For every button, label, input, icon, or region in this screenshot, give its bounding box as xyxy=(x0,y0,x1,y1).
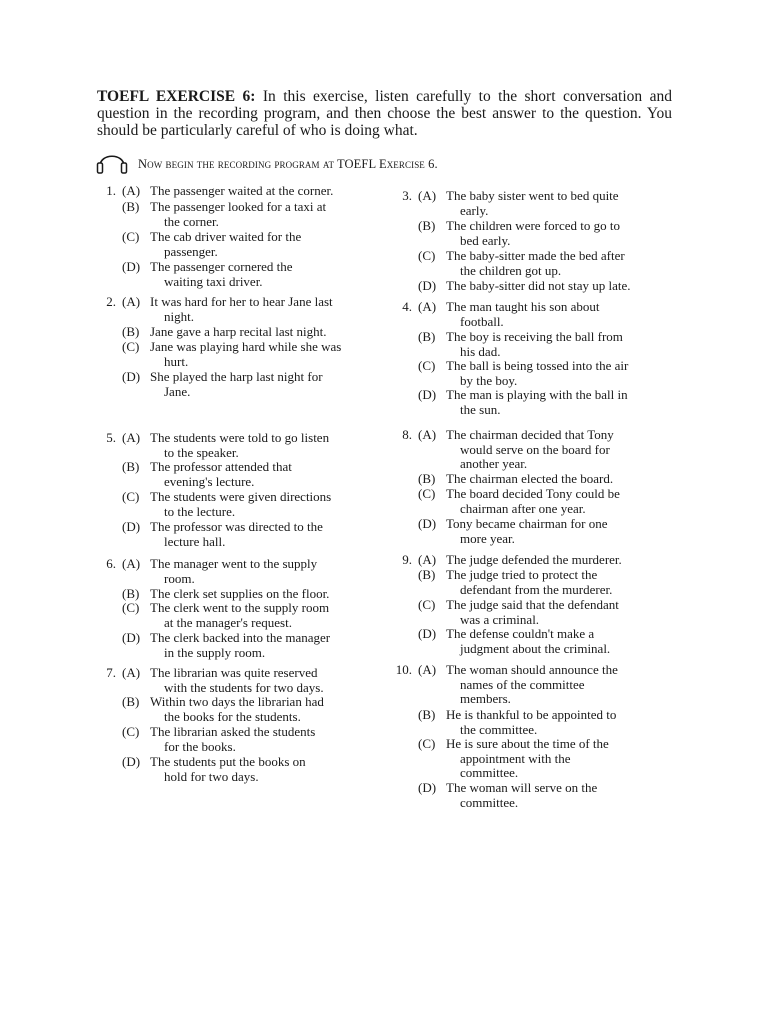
option-text: It was hard for her to hear Jane last night. xyxy=(150,294,333,324)
option-letter: (D) xyxy=(122,519,141,534)
option-text: The defense couldn't make a judgment about the criminal. xyxy=(446,626,611,656)
option-letter: (D) xyxy=(122,259,141,274)
option-letter: (C) xyxy=(418,736,436,751)
option-letter: (D) xyxy=(418,278,437,293)
option-letter: (D) xyxy=(122,630,141,645)
option-text: The clerk set supplies on the floor. xyxy=(150,586,330,601)
option-letter: (B) xyxy=(122,694,140,709)
option-text: The man taught his son about football. xyxy=(446,299,600,329)
option-letter: (B) xyxy=(418,471,436,486)
option-letter: (B) xyxy=(418,567,436,582)
option-letter: (A) xyxy=(418,188,437,203)
question-number: 10. xyxy=(395,662,412,677)
option-letter: (D) xyxy=(418,780,437,795)
option-letter: (C) xyxy=(122,600,140,615)
exercise-title: TOEFL EXERCISE 6: xyxy=(97,88,256,105)
option-text: Tony became chairman for one more year. xyxy=(446,516,608,546)
option-text: The clerk went to the supply room at the manager's request. xyxy=(150,600,330,630)
option-text: The ball is being tossed into the air by the boy. xyxy=(446,358,629,388)
option-letter: (C) xyxy=(122,339,140,354)
question-number: 5. xyxy=(106,430,116,445)
question-number: 3. xyxy=(402,188,412,203)
option-text: The woman should announce the names of the committee members. xyxy=(446,662,618,707)
option-letter: (A) xyxy=(122,294,141,309)
option-letter: (B) xyxy=(418,218,436,233)
option-letter: (A) xyxy=(122,556,141,571)
option-text: Within two days the librarian had the books for the students. xyxy=(150,694,324,724)
option-letter: (A) xyxy=(418,552,437,567)
option-text: The judge tried to protect the defendant from the murderer. xyxy=(446,567,613,597)
option-text: The students put the books on hold for two days. xyxy=(150,754,306,784)
option-text: The professor attended that evening's lecture. xyxy=(150,459,292,489)
option-text: He is sure about the time of the appointment with the committee. xyxy=(446,736,609,781)
option-text: The librarian was quite reserved with the students for two days. xyxy=(150,665,324,695)
option-text: The students were told to go listen to the speaker. xyxy=(150,430,330,460)
option-letter: (D) xyxy=(122,754,141,769)
option-text: The judge said that the defendant was a criminal. xyxy=(446,597,619,627)
question-number: 1. xyxy=(106,183,116,198)
option-text: The boy is receiving the ball from his dad. xyxy=(446,329,623,359)
option-letter: (C) xyxy=(418,486,436,501)
option-text: The chairman elected the board. xyxy=(446,471,614,486)
option-text: The man is playing with the ball in the sun. xyxy=(446,387,628,417)
option-letter: (A) xyxy=(418,662,437,677)
question-number: 9. xyxy=(402,552,412,567)
option-letter: (D) xyxy=(122,369,141,384)
recording-prompt xyxy=(95,146,515,176)
option-letter: (C) xyxy=(122,229,140,244)
option-text: The judge defended the murderer. xyxy=(446,552,622,567)
option-text: The professor was directed to the lecture hall. xyxy=(150,519,323,549)
question-number: 4. xyxy=(402,299,412,314)
option-text: He is thankful to be appointed to the committee. xyxy=(446,707,617,737)
option-text: Jane was playing hard while she was hurt. xyxy=(150,339,342,369)
option-text: The passenger cornered the waiting taxi driver. xyxy=(150,259,293,289)
option-letter: (A) xyxy=(418,299,437,314)
option-text: The board decided Tony could be chairman after one year. xyxy=(446,486,620,516)
option-text: The children were forced to go to bed early. xyxy=(446,218,620,248)
option-letter: (C) xyxy=(418,597,436,612)
question-number: 2. xyxy=(106,294,116,309)
option-letter: (D) xyxy=(418,516,437,531)
option-text: The chairman decided that Tony would serve on the board for another year. xyxy=(446,427,614,472)
exercise-header xyxy=(97,88,672,139)
option-text: Jane gave a harp recital last night. xyxy=(150,324,327,339)
option-letter: (A) xyxy=(122,665,141,680)
option-text: The passenger waited at the corner. xyxy=(150,183,334,198)
question-number: 7. xyxy=(106,665,116,680)
option-text: The woman will serve on the committee. xyxy=(446,780,598,810)
option-letter: (A) xyxy=(122,430,141,445)
option-letter: (D) xyxy=(418,626,437,641)
option-text: The baby sister went to bed quite early. xyxy=(446,188,619,218)
question-number: 6. xyxy=(106,556,116,571)
option-letter: (B) xyxy=(122,324,140,339)
exercise-instructions: In this exercise, listen carefully to the short conversation and question in the recording program, and then choose the best answer to the question. You should be particularly careful of who is doing what. xyxy=(97,88,672,139)
option-letter: (C) xyxy=(418,248,436,263)
option-text: The cab driver waited for the passenger. xyxy=(150,229,302,259)
option-text: She played the harp last night for Jane. xyxy=(150,369,323,399)
option-text: The clerk backed into the manager in the supply room. xyxy=(150,630,331,660)
option-letter: (B) xyxy=(418,707,436,722)
option-letter: (B) xyxy=(418,329,436,344)
option-letter: (A) xyxy=(122,183,141,198)
option-text: The librarian asked the students for the books. xyxy=(150,724,316,754)
option-text: The baby-sitter did not stay up late. xyxy=(446,278,631,293)
option-letter: (C) xyxy=(122,724,140,739)
option-letter: (D) xyxy=(418,387,437,402)
option-letter: (B) xyxy=(122,586,140,601)
option-letter: (A) xyxy=(418,427,437,442)
option-text: The baby-sitter made the bed after the children got up. xyxy=(446,248,625,278)
option-letter: (B) xyxy=(122,459,140,474)
option-letter: (C) xyxy=(418,358,436,373)
option-letter: (B) xyxy=(122,199,140,214)
option-text: The students were given directions to the lecture. xyxy=(150,489,332,519)
option-text: The passenger looked for a taxi at the corner. xyxy=(150,199,327,229)
option-letter: (C) xyxy=(122,489,140,504)
question-number: 8. xyxy=(402,427,412,442)
option-text: The manager went to the supply room. xyxy=(150,556,318,586)
recording-prompt-text: Now begin the recording program at TOEFL Exercise 6. xyxy=(138,157,438,171)
headphones-icon xyxy=(95,146,129,174)
